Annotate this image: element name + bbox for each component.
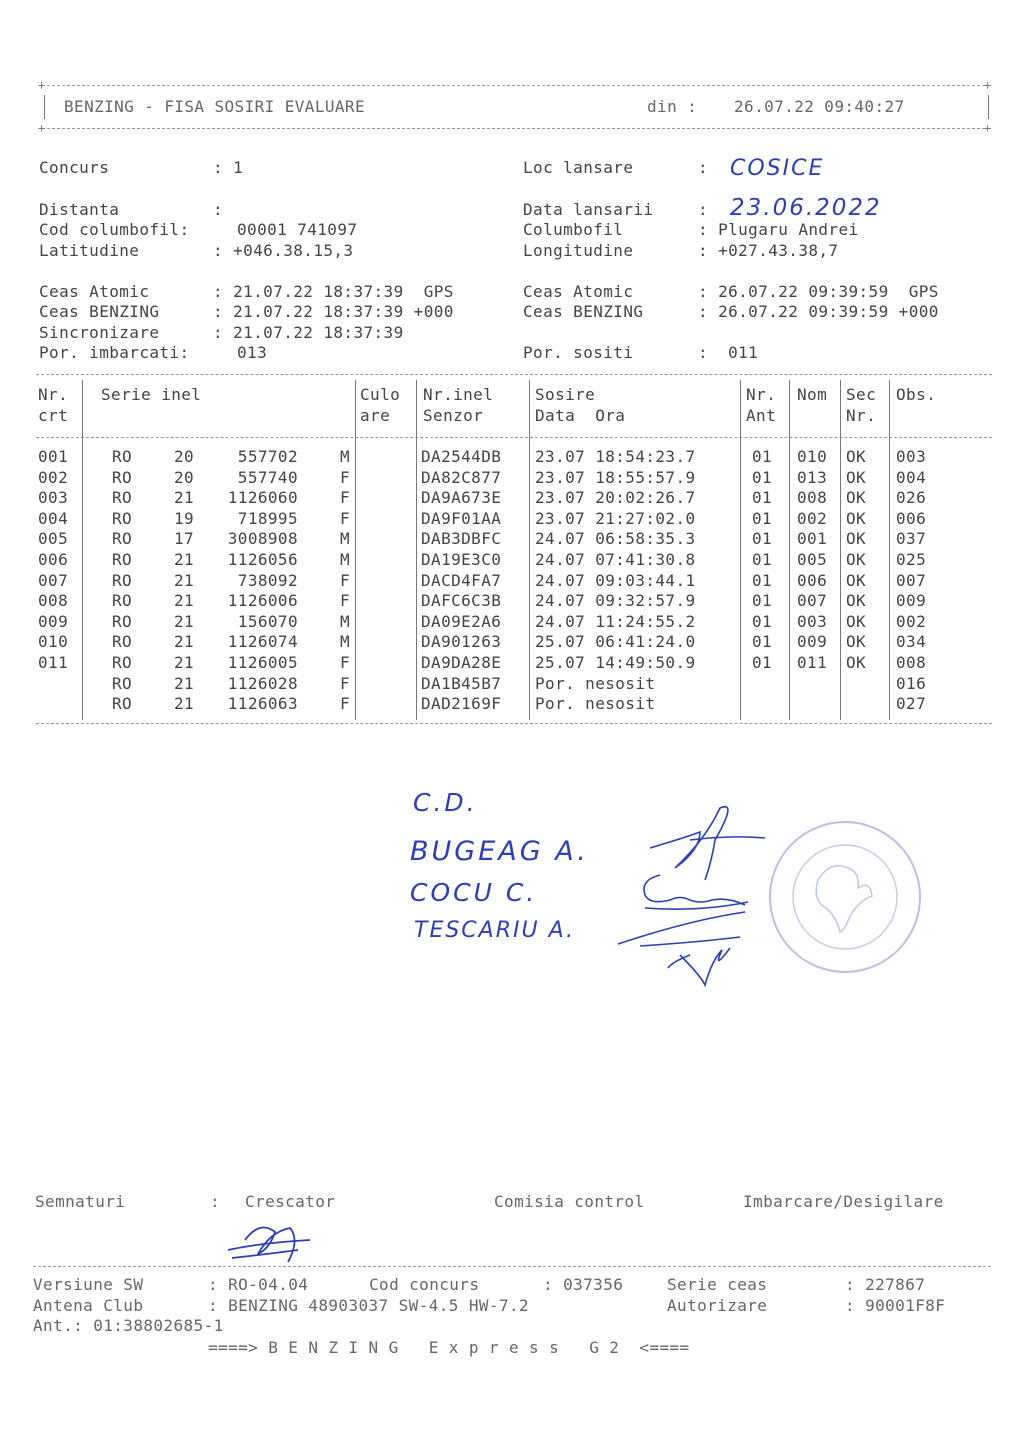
columbofil-label: Columbofil bbox=[523, 220, 624, 239]
cell-ant: 01 bbox=[752, 508, 773, 528]
cell-senzor: DAD2169F bbox=[421, 694, 502, 714]
cell-ant: 01 bbox=[752, 611, 773, 631]
latitudine-value: : +046.38.15,3 bbox=[213, 241, 354, 260]
th-senzor: Senzor bbox=[423, 406, 484, 425]
col-divider bbox=[740, 380, 741, 720]
cell-senzor: DA82C877 bbox=[421, 467, 502, 487]
th-serie-inel: Serie inel bbox=[101, 385, 202, 404]
cell-tara: RO bbox=[112, 591, 133, 611]
cell-sex: M bbox=[339, 550, 350, 569]
cell-sex: M bbox=[339, 632, 350, 652]
cell-sec: OK bbox=[846, 591, 867, 611]
cell-obs: 027 bbox=[896, 694, 927, 714]
cell-inel: 1126028 bbox=[227, 673, 298, 693]
cell-sec: OK bbox=[846, 529, 867, 549]
loc-lansare-value: COSICE bbox=[730, 156, 825, 181]
cell-nom: 001 bbox=[797, 529, 828, 549]
cell-sex: F bbox=[339, 591, 350, 611]
header-bottom-rule bbox=[42, 128, 990, 129]
th-sosire: Sosire bbox=[535, 385, 596, 404]
cod-columbofil-label: Cod columbofil: bbox=[39, 220, 190, 239]
th-culoare-2: are bbox=[360, 406, 391, 425]
cell-senzor: DA1B45B7 bbox=[421, 673, 502, 693]
cell-nom: 006 bbox=[797, 570, 828, 590]
cell-an: 20 bbox=[174, 467, 195, 487]
cell-obs: 009 bbox=[896, 591, 927, 611]
table-bottom-rule bbox=[36, 723, 992, 724]
cell-senzor: DAB3DBFC bbox=[421, 529, 502, 549]
sincronizare-label: Sincronizare bbox=[39, 323, 160, 342]
header-corner: + bbox=[38, 78, 46, 92]
cell-nom: 005 bbox=[797, 550, 828, 569]
ceas-benzing-value: : 21.07.22 18:37:39 +000 bbox=[213, 302, 454, 321]
cell-sosire: 24.07 09:03:44.1 bbox=[535, 570, 696, 590]
ceas-atomic-arrival-value: : 26.07.22 09:39:59 GPS bbox=[698, 282, 939, 301]
cell-nr: 008 bbox=[38, 591, 69, 611]
cell-sec: OK bbox=[846, 467, 867, 487]
cell-nom: 003 bbox=[797, 611, 828, 631]
cell-obs: 003 bbox=[896, 447, 927, 466]
cell-obs: 008 bbox=[896, 653, 927, 672]
columbofil-value: : Plugaru Andrei bbox=[698, 220, 859, 239]
por-imbarcati-label: Por. imbarcati: bbox=[39, 343, 190, 362]
header-din-label: din : bbox=[647, 97, 698, 116]
col-divider bbox=[840, 380, 841, 720]
cell-ant: 01 bbox=[752, 550, 773, 569]
data-lansarii-sep: : bbox=[698, 200, 709, 219]
sincronizare-value: : 21.07.22 18:37:39 bbox=[213, 323, 404, 342]
col-divider bbox=[789, 380, 790, 720]
header-title: BENZING - FISA SOSIRI EVALUARE bbox=[64, 97, 365, 116]
cell-inel: 1126056 bbox=[227, 550, 298, 569]
concurs-label: Concurs bbox=[39, 158, 110, 177]
cell-tara: RO bbox=[112, 632, 133, 652]
cell-tara: RO bbox=[112, 694, 133, 714]
table-header-rule bbox=[36, 437, 992, 438]
cell-an: 21 bbox=[174, 694, 195, 714]
cell-ant: 01 bbox=[752, 591, 773, 611]
cell-nr: 011 bbox=[38, 653, 69, 672]
cell-senzor: DA09E2A6 bbox=[421, 611, 502, 631]
semnaturi-label: Semnaturi bbox=[35, 1192, 126, 1211]
table-top-rule bbox=[36, 374, 992, 375]
cell-an: 21 bbox=[174, 632, 195, 652]
th-ant: Ant bbox=[746, 406, 777, 425]
th-nr-ant: Nr. bbox=[746, 385, 777, 404]
cell-sec: OK bbox=[846, 570, 867, 590]
col-divider bbox=[529, 380, 530, 720]
cell-senzor: DA9F01AA bbox=[421, 508, 502, 528]
cell-nom: 010 bbox=[797, 447, 828, 466]
stamp-icon bbox=[770, 822, 920, 972]
col-divider bbox=[889, 380, 890, 720]
cell-inel: 557740 bbox=[237, 467, 298, 487]
cell-sosire: Por. nesosit bbox=[535, 694, 656, 714]
cell-ant: 01 bbox=[752, 488, 773, 508]
autorizare-value: : 90001F8F bbox=[845, 1296, 946, 1315]
cell-ant: 01 bbox=[752, 529, 773, 549]
th-data-ora: Data Ora bbox=[535, 406, 626, 425]
por-sositi-value: : 011 bbox=[698, 343, 759, 362]
antena-label: Antena Club bbox=[33, 1296, 144, 1315]
cell-tara: RO bbox=[112, 529, 133, 549]
ceas-atomic-value: : 21.07.22 18:37:39 GPS bbox=[213, 282, 454, 301]
cell-sex: F bbox=[339, 653, 350, 672]
cell-sec: OK bbox=[846, 508, 867, 528]
cell-nom: 009 bbox=[797, 632, 828, 652]
cell-ant: 01 bbox=[752, 653, 773, 672]
header-corner: + bbox=[984, 78, 992, 92]
cell-sosire: Por. nesosit bbox=[535, 673, 656, 693]
th-obs: Obs. bbox=[896, 385, 937, 404]
longitudine-label: Longitudine bbox=[523, 241, 634, 260]
ceas-atomic-arrival-label: Ceas Atomic bbox=[523, 282, 634, 301]
cell-nr: 006 bbox=[38, 550, 69, 569]
loc-lansare-label: Loc lansare bbox=[523, 158, 634, 177]
cell-inel: 156070 bbox=[237, 611, 298, 631]
versiune-label: Versiune SW bbox=[33, 1275, 144, 1294]
cell-sosire: 24.07 06:58:35.3 bbox=[535, 529, 696, 549]
cell-sec: OK bbox=[846, 611, 867, 631]
cell-an: 21 bbox=[174, 488, 195, 508]
cell-sex: F bbox=[339, 694, 350, 714]
th-nr-inel: Nr.inel bbox=[423, 385, 494, 404]
cell-tara: RO bbox=[112, 611, 133, 631]
col-divider bbox=[82, 380, 83, 720]
cell-sec: OK bbox=[846, 550, 867, 569]
cell-inel: 557702 bbox=[237, 447, 298, 466]
ceas-benzing-arrival-label: Ceas BENZING bbox=[523, 302, 644, 321]
cell-an: 21 bbox=[174, 673, 195, 693]
cell-sosire: 23.07 21:27:02.0 bbox=[535, 508, 696, 528]
cell-senzor: DA9A673E bbox=[421, 488, 502, 508]
header-top-rule bbox=[42, 85, 990, 86]
cell-nr: 009 bbox=[38, 611, 69, 631]
semnaturi-sep: : bbox=[210, 1192, 221, 1211]
signature-crescator-icon bbox=[228, 1228, 310, 1263]
header-corner: + bbox=[984, 121, 992, 135]
header-left-border bbox=[44, 95, 45, 119]
versiune-value: : RO-04.04 bbox=[208, 1275, 309, 1294]
cell-sosire: 25.07 14:49:50.9 bbox=[535, 653, 696, 672]
cell-tara: RO bbox=[112, 673, 133, 693]
cell-nom: 013 bbox=[797, 467, 828, 487]
th-nom: Nom bbox=[797, 385, 828, 404]
longitudine-value: : +027.43.38,7 bbox=[698, 241, 839, 260]
th-sec: Sec bbox=[846, 385, 877, 404]
cell-senzor: DA2544DB bbox=[421, 447, 502, 466]
ceas-benzing-arrival-value: : 26.07.22 09:39:59 +000 bbox=[698, 302, 939, 321]
cell-senzor: DA9DA28E bbox=[421, 653, 502, 672]
cell-obs: 016 bbox=[896, 673, 927, 693]
cell-nr: 002 bbox=[38, 467, 69, 487]
cell-sosire: 24.07 07:41:30.8 bbox=[535, 550, 696, 569]
ceas-atomic-label: Ceas Atomic bbox=[39, 282, 150, 301]
cell-senzor: DACD4FA7 bbox=[421, 570, 502, 590]
antena-value: : BENZING 48903037 SW-4.5 HW-7.2 bbox=[208, 1296, 530, 1315]
cell-ant: 01 bbox=[752, 447, 773, 466]
antena-id: Ant.: 01:38802685-1 bbox=[33, 1316, 224, 1335]
cell-nom: 011 bbox=[797, 653, 828, 672]
cell-ant: 01 bbox=[752, 467, 773, 487]
cell-nom: 002 bbox=[797, 508, 828, 528]
data-lansarii-label: Data lansarii bbox=[523, 200, 654, 219]
cell-tara: RO bbox=[112, 570, 133, 590]
ceas-benzing-label: Ceas BENZING bbox=[39, 302, 160, 321]
th-crt: crt bbox=[38, 406, 69, 425]
cell-sosire: 25.07 06:41:24.0 bbox=[535, 632, 696, 652]
cell-an: 21 bbox=[174, 570, 195, 590]
cell-senzor: DAFC6C3B bbox=[421, 591, 502, 611]
cell-inel: 1126063 bbox=[227, 694, 298, 714]
cell-tara: RO bbox=[112, 550, 133, 569]
cell-tara: RO bbox=[112, 508, 133, 528]
cod-concurs-label: Cod concurs bbox=[369, 1275, 480, 1294]
cell-sex: M bbox=[339, 447, 350, 466]
benzing-express-banner: ====> B E N Z I N G E x p r e s s G 2 <==== bbox=[208, 1338, 690, 1357]
concurs-value: : 1 bbox=[213, 158, 244, 177]
cell-an: 19 bbox=[174, 508, 195, 528]
cell-an: 20 bbox=[174, 447, 195, 466]
cell-obs: 034 bbox=[896, 632, 927, 652]
cell-nr: 001 bbox=[38, 447, 69, 466]
header-din-value: 26.07.22 09:40:27 bbox=[734, 97, 905, 116]
cell-sex: F bbox=[339, 508, 350, 528]
cell-obs: 026 bbox=[896, 488, 927, 508]
cell-inel: 1126060 bbox=[227, 488, 298, 508]
cell-nr: 010 bbox=[38, 632, 69, 652]
cell-obs: 007 bbox=[896, 570, 927, 590]
signature-bugeag-icon bbox=[650, 807, 765, 880]
por-sositi-label: Por. sositi bbox=[523, 343, 634, 362]
col-divider bbox=[416, 380, 417, 720]
signature-tescariu-icon bbox=[618, 912, 745, 985]
crescator-label: Crescator bbox=[245, 1192, 336, 1211]
cell-ant: 01 bbox=[752, 632, 773, 652]
handwritten-tescariu: TESCARIU A. bbox=[414, 918, 576, 943]
cell-obs: 037 bbox=[896, 529, 927, 549]
handwritten-bugeag: BUGEAG A. bbox=[410, 836, 589, 867]
serie-ceas-value: : 227867 bbox=[845, 1275, 926, 1294]
distanta-label: Distanta bbox=[39, 200, 120, 219]
cell-sex: M bbox=[339, 529, 350, 549]
cell-sosire: 23.07 18:54:23.7 bbox=[535, 447, 696, 466]
cell-inel: 1126005 bbox=[227, 653, 298, 672]
cod-columbofil-value: 00001 741097 bbox=[237, 220, 358, 239]
comisia-control-label: Comisia control bbox=[494, 1192, 645, 1211]
cell-nr: 004 bbox=[38, 508, 69, 528]
cell-obs: 002 bbox=[896, 611, 927, 631]
por-imbarcati-value: 013 bbox=[237, 343, 268, 362]
serie-ceas-label: Serie ceas bbox=[667, 1275, 768, 1294]
cell-tara: RO bbox=[112, 653, 133, 672]
col-divider bbox=[355, 380, 356, 720]
imbarcare-label: Imbarcare/Desigilare bbox=[743, 1192, 944, 1211]
cell-senzor: DA901263 bbox=[421, 632, 502, 652]
handwritten-cd: C.D. bbox=[413, 788, 478, 817]
cell-tara: RO bbox=[112, 488, 133, 508]
footer-rule bbox=[33, 1266, 991, 1267]
cell-sec: OK bbox=[846, 632, 867, 652]
cell-an: 21 bbox=[174, 550, 195, 569]
cell-senzor: DA19E3C0 bbox=[421, 550, 502, 569]
cell-sosire: 23.07 18:55:57.9 bbox=[535, 467, 696, 487]
cell-nom: 007 bbox=[797, 591, 828, 611]
cell-nr: 005 bbox=[38, 529, 69, 549]
cell-sex: F bbox=[339, 488, 350, 508]
cell-sex: F bbox=[339, 570, 350, 590]
cell-sec: OK bbox=[846, 653, 867, 672]
cell-sosire: 24.07 11:24:55.2 bbox=[535, 611, 696, 631]
cell-sex: M bbox=[339, 611, 350, 631]
cell-obs: 025 bbox=[896, 550, 927, 569]
cell-obs: 006 bbox=[896, 508, 927, 528]
distanta-value: : bbox=[213, 200, 224, 219]
cell-sex: F bbox=[339, 467, 350, 487]
cod-concurs-value: : 037356 bbox=[543, 1275, 624, 1294]
cell-obs: 004 bbox=[896, 467, 927, 487]
cell-sec: OK bbox=[846, 488, 867, 508]
handwritten-cocu: COCU C. bbox=[410, 878, 538, 907]
header-corner: + bbox=[38, 121, 46, 135]
cell-sosire: 23.07 20:02:26.7 bbox=[535, 488, 696, 508]
cell-nr: 007 bbox=[38, 570, 69, 590]
cell-sex: F bbox=[339, 673, 350, 693]
cell-inel: 1126006 bbox=[227, 591, 298, 611]
cell-an: 21 bbox=[174, 653, 195, 672]
cell-tara: RO bbox=[112, 467, 133, 487]
cell-inel: 1126074 bbox=[227, 632, 298, 652]
cell-inel: 718995 bbox=[237, 508, 298, 528]
cell-nr: 003 bbox=[38, 488, 69, 508]
latitudine-label: Latitudine bbox=[39, 241, 140, 260]
cell-inel: 3008908 bbox=[227, 529, 298, 549]
th-culoare: Culo bbox=[360, 385, 401, 404]
header-right-border bbox=[988, 95, 989, 119]
cell-nom: 008 bbox=[797, 488, 828, 508]
cell-an: 21 bbox=[174, 611, 195, 631]
loc-lansare-sep: : bbox=[698, 158, 709, 177]
th-nr: Nr. bbox=[38, 385, 69, 404]
cell-an: 21 bbox=[174, 591, 195, 611]
cell-inel: 738092 bbox=[237, 570, 298, 590]
cell-an: 17 bbox=[174, 529, 195, 549]
cell-sec: OK bbox=[846, 447, 867, 466]
data-lansarii-value: 23.06.2022 bbox=[730, 195, 882, 221]
th-sec-nr: Nr. bbox=[846, 406, 877, 425]
cell-ant: 01 bbox=[752, 570, 773, 590]
cell-sosire: 24.07 09:32:57.9 bbox=[535, 591, 696, 611]
signature-cocu-icon bbox=[644, 875, 748, 909]
cell-tara: RO bbox=[112, 447, 133, 466]
autorizare-label: Autorizare bbox=[667, 1296, 768, 1315]
